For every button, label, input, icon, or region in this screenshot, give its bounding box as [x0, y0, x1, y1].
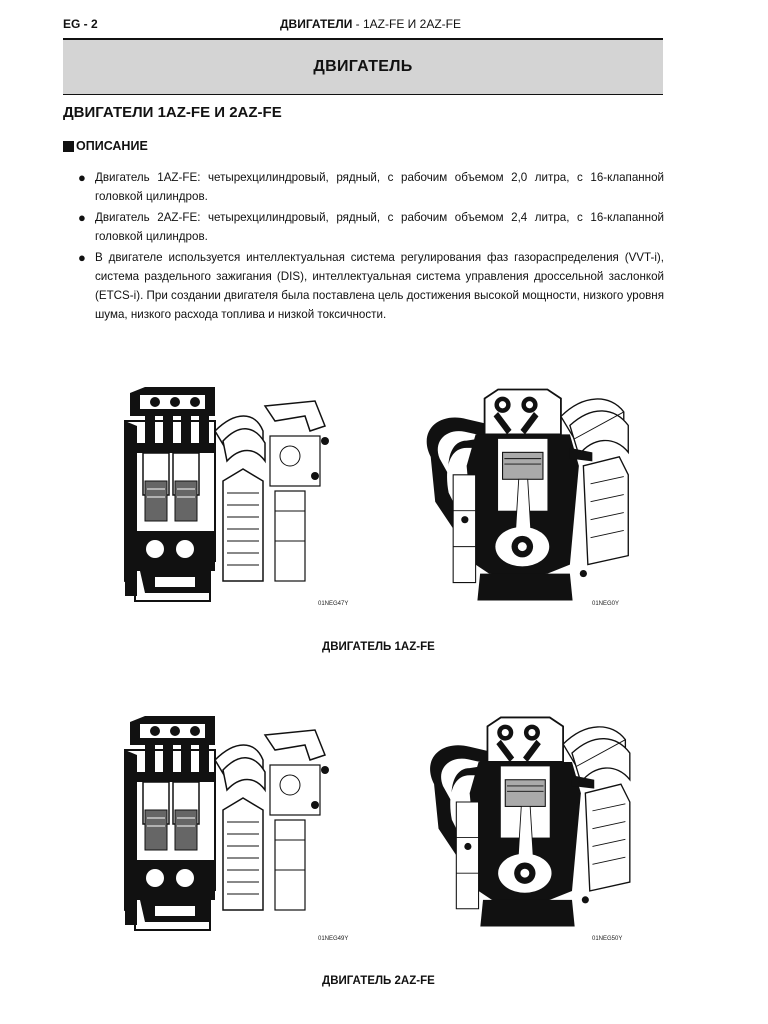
page-reference: EG - 2	[63, 17, 98, 31]
description-list	[78, 168, 664, 326]
list-item	[78, 248, 664, 324]
list-item-text: Двигатель 1AZ-FE: четырехцилиндровый, рядный, с рабочим объемом 2,0 литра, с 16-клапанной головкой цилиндров.	[95, 171, 664, 203]
figure-caption: ДВИГАТЕЛЬ 1AZ-FE	[322, 641, 435, 653]
bullet-dot-icon: ●	[78, 170, 86, 185]
subheading	[63, 139, 148, 153]
engine-2az-cross-section-illustration	[405, 713, 650, 931]
list-item-text: Двигатель 2AZ-FE: четырехцилиндровый, рядный, с рабочим объемом 2,4 литра, с 16-клапанной головкой цилиндров.	[95, 211, 664, 243]
bullet-dot-icon: ●	[78, 250, 86, 265]
engine-1az-cross-section-illustration	[400, 385, 650, 605]
bullet-dot-icon: ●	[78, 210, 86, 225]
figure-code: 01NEG49Y	[318, 936, 349, 942]
figure-code: 01NEG50Y	[592, 936, 623, 942]
section-title: ДВИГАТЕЛЬ	[313, 58, 413, 75]
subheading-text: ОПИСАНИЕ	[76, 139, 148, 153]
running-header-bold: ДВИГАТЕЛИ	[280, 17, 353, 31]
page-title: ДВИГАТЕЛИ 1AZ-FE И 2AZ-FE	[63, 104, 282, 121]
running-header-rest: - 1AZ-FE И 2AZ-FE	[352, 17, 461, 31]
list-item-text: В двигателе используется интеллектуальная система регулирования фаз газораспределения (VVT-i), система раздельного зажигания (DIS), интеллектуальная система управления дроссельной заслонкой (ETCS-i). При создании двигателя была поставлена цель достижения высокой мощности, низкого уровня шума, низкого расхода топлива и низкой токсичности.	[95, 251, 664, 321]
figure-code: 01NEG0Y	[592, 601, 620, 607]
list-item	[78, 208, 664, 246]
running-header	[280, 17, 461, 31]
square-bullet-icon	[63, 141, 74, 152]
engine-1az-side-cutaway-illustration	[115, 381, 330, 606]
figure-code: 01NEG47Y	[318, 601, 349, 607]
figure-caption: ДВИГАТЕЛЬ 2AZ-FE	[322, 975, 435, 987]
list-item	[78, 168, 664, 206]
section-title-bar	[63, 40, 663, 95]
engine-2az-side-cutaway-illustration	[115, 710, 330, 935]
